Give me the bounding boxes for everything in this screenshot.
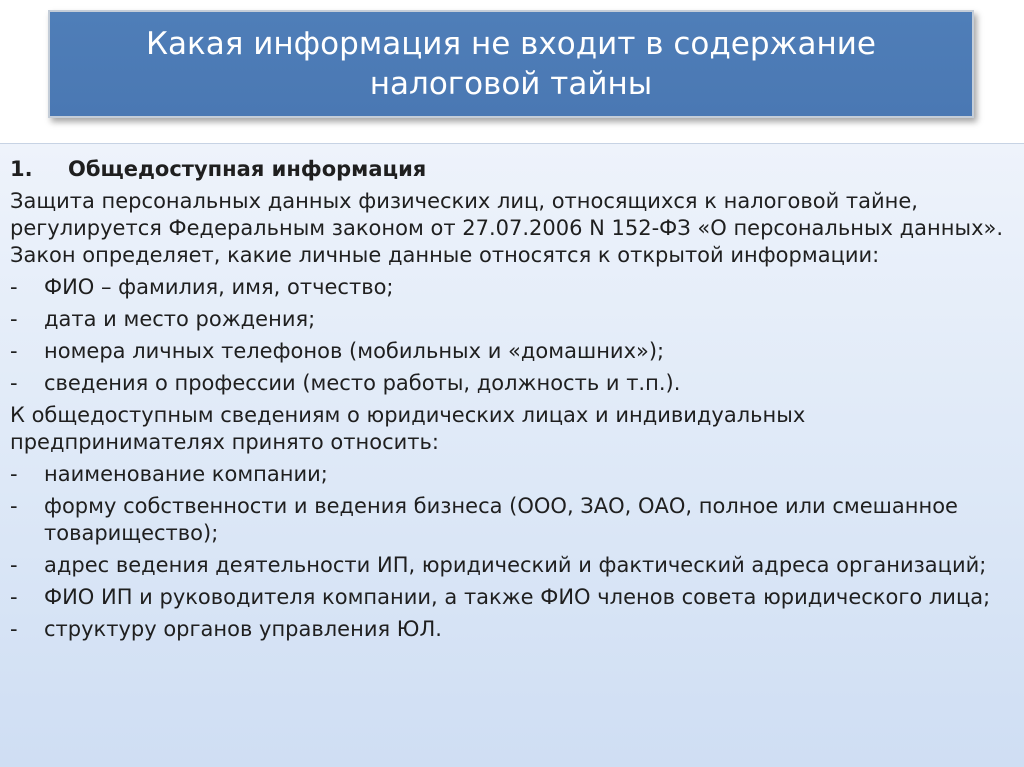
list-item: [10, 552, 1012, 579]
list-bullet: -: [10, 553, 18, 577]
list-item: [10, 584, 1012, 611]
list-item: [10, 461, 1012, 488]
list-item-text: ФИО ИП и руководителя компании, а также ФИО членов совета юридического лица;: [44, 585, 991, 609]
list-item: [10, 616, 1012, 643]
list-bullet: -: [10, 275, 18, 299]
list-item-text: адрес ведения деятельности ИП, юридический и фактический адреса организаций;: [44, 553, 987, 577]
section-heading: [10, 156, 1012, 183]
intro-paragraph: Защита персональных данных физических лиц, относящихся к налоговой тайне, регулируется Федеральным законом от 27.07.2006 N 152-ФЗ «О персональных данных». Закон определяет, какие личные данные относятся к открытой информации:: [10, 189, 1004, 267]
list-bullet: -: [10, 617, 18, 641]
slide-content: [0, 143, 1024, 767]
list-item-text: наименование компании;: [44, 462, 328, 486]
list-bullet: -: [10, 494, 18, 518]
list-item-text: структуру органов управления ЮЛ.: [44, 617, 442, 641]
list-item-text: ФИО – фамилия, имя, отчество;: [44, 275, 394, 299]
list-item: [10, 338, 1012, 365]
section-number: 1.: [10, 157, 33, 181]
legal-entities-paragraph: К общедоступным сведениям о юридических лицах и индивидуальных предпринимателях принято относить:: [10, 403, 806, 454]
slide-title-line-2: налоговой тайны: [369, 66, 653, 102]
slide-title-line-1: Какая информация не входит в содержание: [146, 26, 876, 62]
list-item-text: форму собственности и ведения бизнеса (ООО, ЗАО, ОАО, полное или смешанное товарищество);: [44, 494, 958, 545]
list-item-text: сведения о профессии (место работы, должность и т.п.).: [44, 371, 681, 395]
list-item: [10, 274, 1012, 301]
section-heading-text: Общедоступная информация: [68, 157, 427, 181]
list-bullet: -: [10, 307, 18, 331]
list-item-text: номера личных телефонов (мобильных и «домашних»);: [44, 339, 665, 363]
list-item-text: дата и место рождения;: [44, 307, 316, 331]
list-bullet: -: [10, 339, 18, 363]
list-bullet: -: [10, 462, 18, 486]
list-item: [10, 493, 1012, 547]
slide-title: [48, 10, 974, 118]
list-bullet: -: [10, 371, 18, 395]
list-item: [10, 370, 1012, 397]
list-item: [10, 306, 1012, 333]
list-bullet: -: [10, 585, 18, 609]
